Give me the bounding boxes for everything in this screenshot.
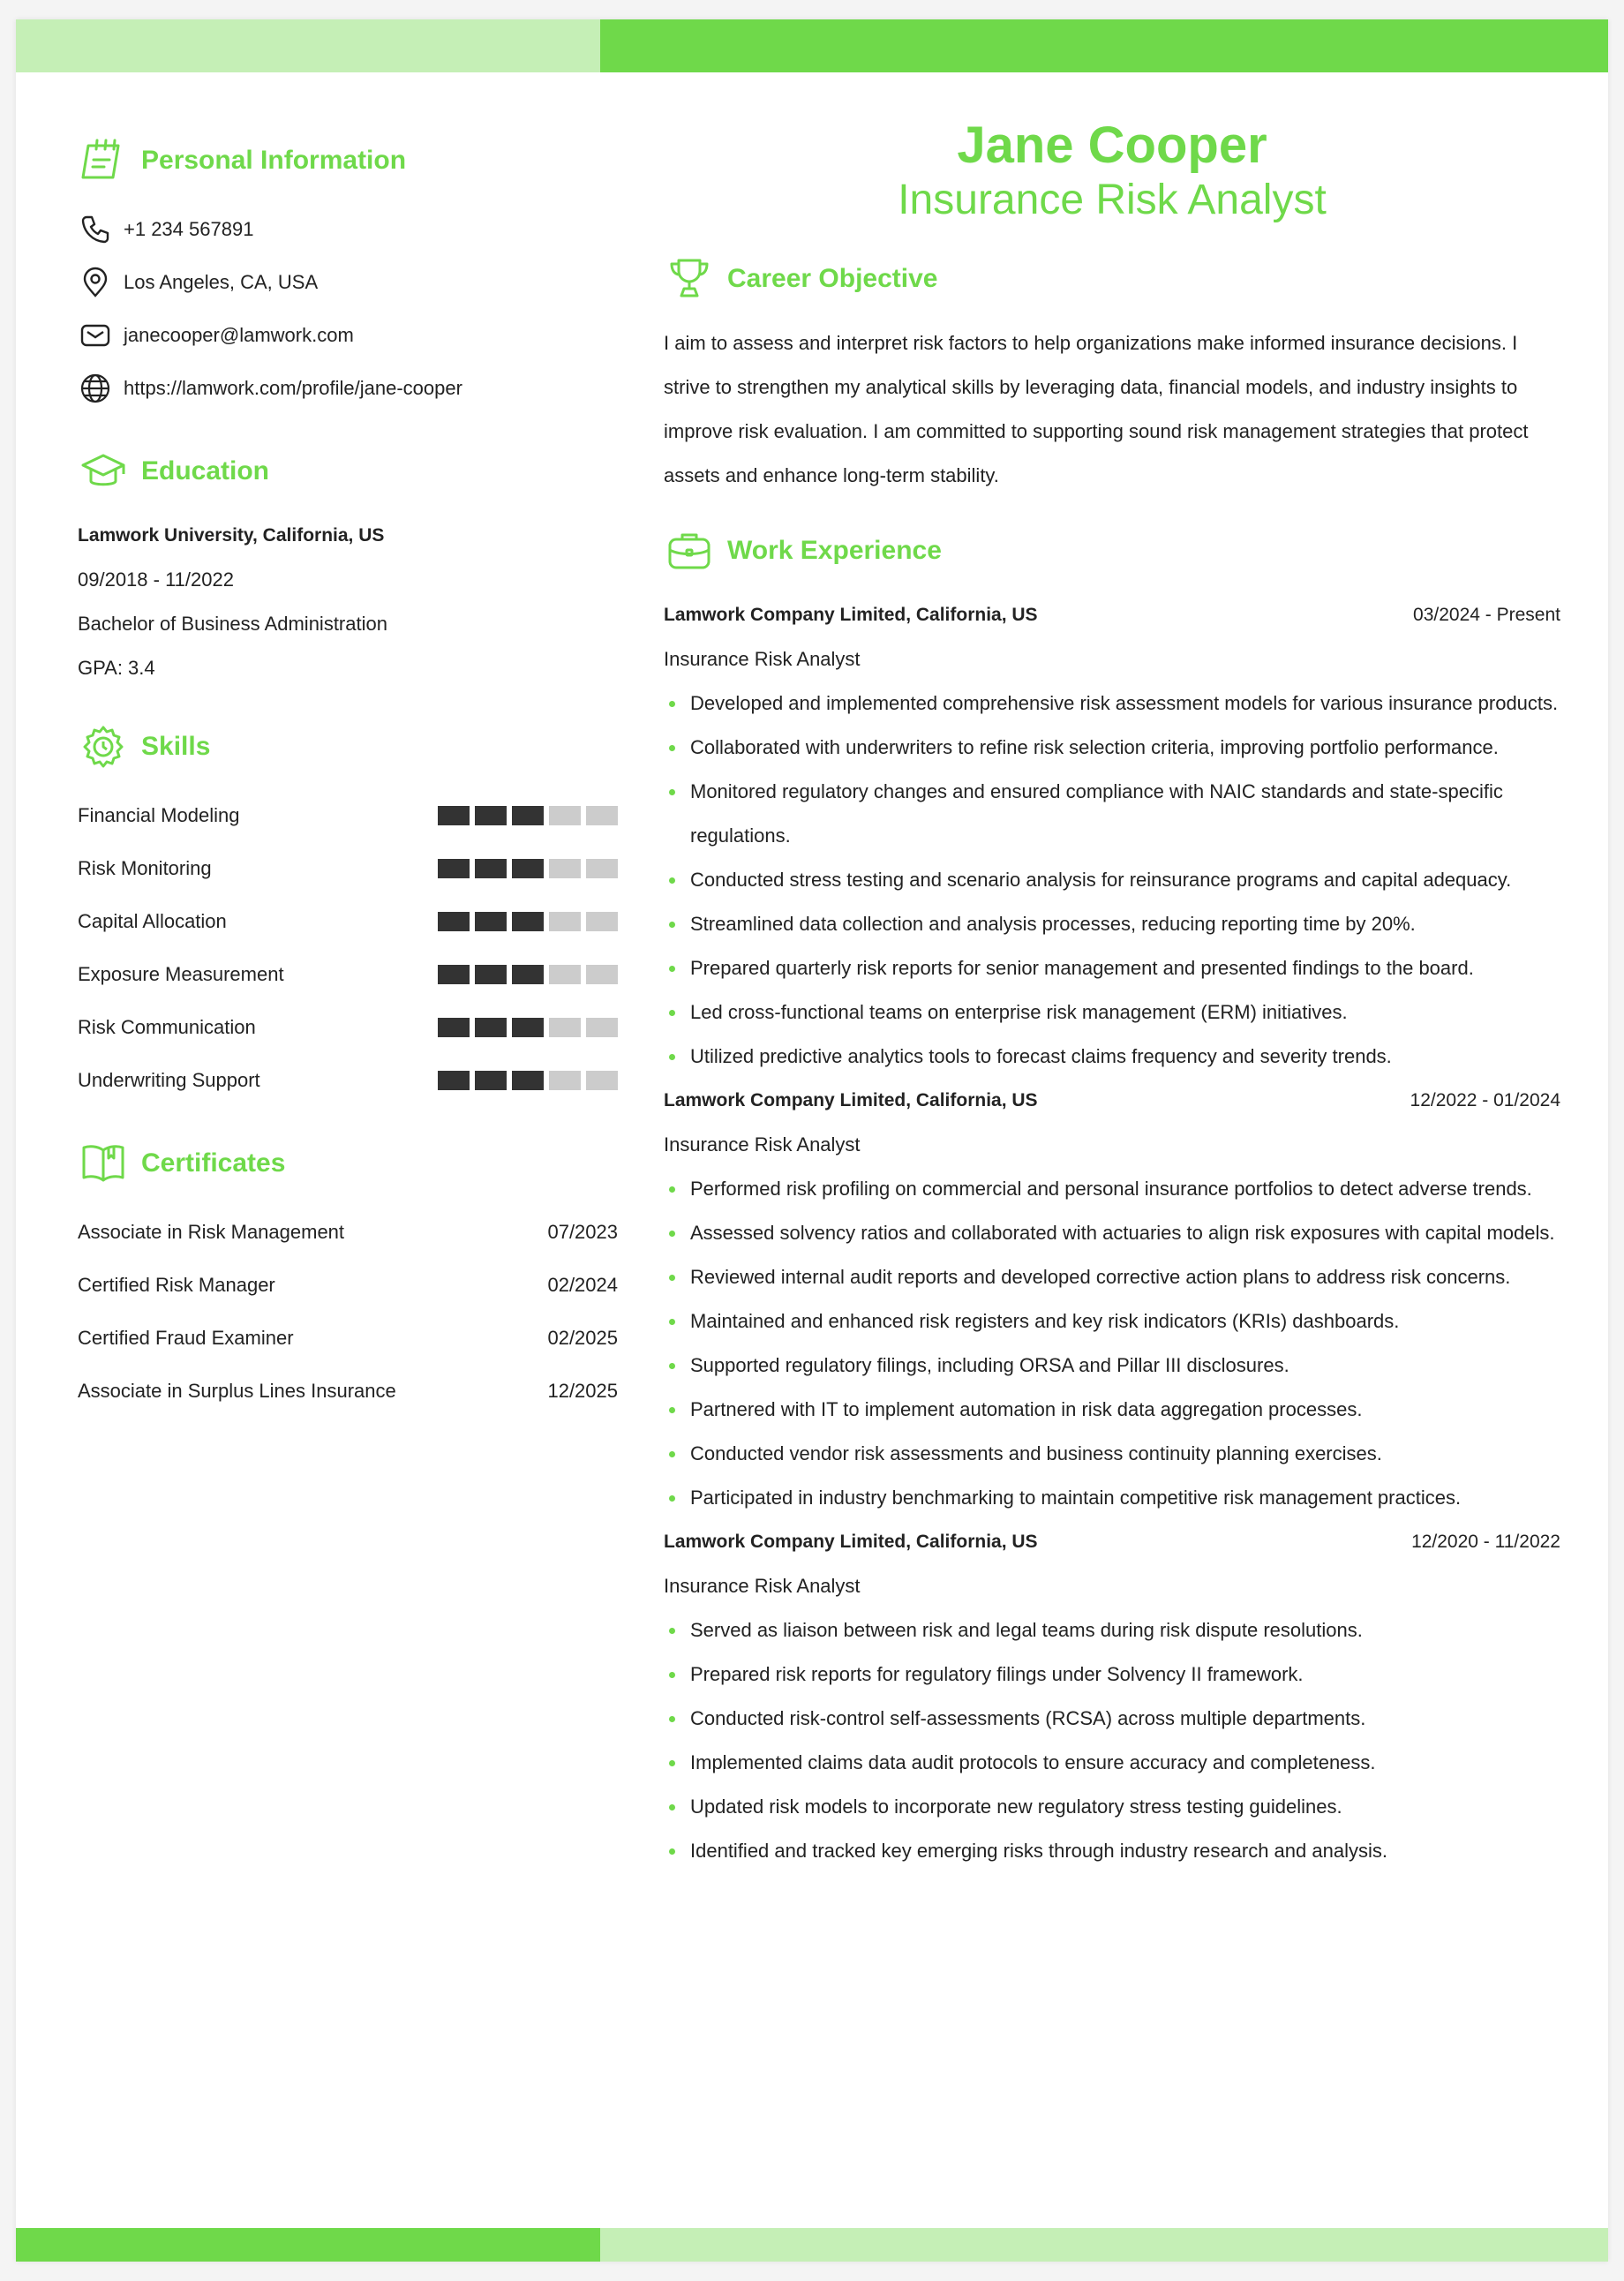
job-dates: 12/2020 - 11/2022 — [1411, 1532, 1560, 1552]
location-pin-icon — [78, 265, 113, 300]
skill-segment-filled — [512, 965, 544, 984]
skill-segment-filled — [438, 912, 470, 931]
skill-segment-empty — [586, 912, 618, 931]
job-bullet: Conducted stress testing and scenario analysis for reinsurance programs and capital adequacy. — [664, 858, 1560, 902]
career-objective-heading — [664, 252, 1560, 305]
personal-info-heading — [78, 134, 618, 187]
certificate-row — [78, 1259, 618, 1312]
phone-row — [78, 203, 618, 256]
job-company: Lamwork Company Limited, California, US — [664, 1532, 1038, 1552]
job-bullet: Utilized predictive analytics tools to forecast claims frequency and severity trends. — [664, 1035, 1560, 1079]
skill-segment-filled — [475, 859, 507, 878]
job-bullet: Streamlined data collection and analysis processes, reducing reporting time by 20%. — [664, 902, 1560, 946]
skill-row — [78, 789, 618, 842]
work-experience-heading — [664, 524, 1560, 577]
skill-segment-filled — [438, 806, 470, 825]
job-entry — [664, 1079, 1560, 1520]
skill-name: Exposure Measurement — [78, 963, 284, 985]
job-company: Lamwork Company Limited, California, US — [664, 1090, 1038, 1110]
skill-segment-filled — [475, 912, 507, 931]
skill-row — [78, 842, 618, 895]
job-bullet: Prepared quarterly risk reports for senior management and presented findings to the board. — [664, 946, 1560, 990]
right-column — [664, 117, 1560, 1873]
job-bullets — [664, 1167, 1560, 1520]
top-band-accent — [600, 19, 1608, 72]
website-row — [78, 362, 618, 415]
job-bullet: Developed and implemented comprehensive risk assessment models for various insurance products. — [664, 681, 1560, 726]
certificate-name: Associate in Surplus Lines Insurance — [78, 1380, 396, 1402]
certificate-date: 02/2025 — [547, 1327, 618, 1349]
skill-name: Financial Modeling — [78, 804, 240, 826]
job-dates: 12/2022 - 01/2024 — [1410, 1090, 1560, 1110]
location-text: Los Angeles, CA, USA — [124, 271, 319, 293]
certificates-list — [78, 1206, 618, 1418]
open-book-icon — [78, 1138, 129, 1189]
job-bullet: Assessed solvency ratios and collaborated with actuaries to align risk exposures with capital models. — [664, 1211, 1560, 1255]
jobs-list — [664, 593, 1560, 1873]
skill-level-bar — [438, 859, 618, 878]
job-entry — [664, 593, 1560, 1079]
skill-segment-empty — [549, 806, 581, 825]
skill-level-bar — [438, 1018, 618, 1037]
education-school: Lamwork University, California, US — [78, 525, 385, 546]
section-title: Personal Information — [141, 146, 407, 175]
bottom-band-accent — [16, 2228, 600, 2262]
skills-heading — [78, 720, 618, 773]
job-role: Insurance Risk Analyst — [664, 1575, 861, 1597]
skill-segment-filled — [475, 965, 507, 984]
skill-level-bar — [438, 912, 618, 931]
skill-level-bar — [438, 1071, 618, 1090]
notepad-icon — [78, 135, 129, 186]
certificate-date: 07/2023 — [547, 1221, 618, 1243]
job-bullet: Monitored regulatory changes and ensured compliance with NAIC standards and state-specific regulations. — [664, 770, 1560, 858]
career-objective-text: I aim to assess and interpret risk factors to help organizations make informed insurance decisions. I strive to strengthen my analytical skills by leveraging data, financial models, and industry insights to improve risk evaluation. I am committed to supporting sound risk management strategies that protect assets and enhance long-term stability. — [664, 332, 1529, 486]
location-row — [78, 256, 618, 309]
top-band-light — [16, 19, 600, 72]
skill-segment-empty — [586, 1018, 618, 1037]
skill-segment-empty — [586, 859, 618, 878]
skill-segment-filled — [438, 965, 470, 984]
skill-segment-empty — [586, 806, 618, 825]
skill-row — [78, 948, 618, 1001]
job-bullet: Prepared risk reports for regulatory filings under Solvency II framework. — [664, 1652, 1560, 1697]
skill-segment-empty — [549, 1071, 581, 1090]
skill-name: Risk Communication — [78, 1016, 256, 1038]
phone-icon — [78, 212, 113, 247]
skill-level-bar — [438, 965, 618, 984]
job-bullet: Supported regulatory filings, including ORSA and Pillar III disclosures. — [664, 1344, 1560, 1388]
job-role: Insurance Risk Analyst — [664, 1133, 861, 1156]
skills-list — [78, 789, 618, 1107]
job-role: Insurance Risk Analyst — [664, 648, 861, 670]
globe-icon — [78, 371, 113, 406]
skill-level-bar — [438, 806, 618, 825]
skill-name: Risk Monitoring — [78, 857, 212, 879]
skill-name: Underwriting Support — [78, 1069, 260, 1091]
gear-clock-icon — [78, 721, 129, 772]
skill-segment-filled — [438, 859, 470, 878]
certificates-heading — [78, 1137, 618, 1190]
education-dates: 09/2018 - 11/2022 — [78, 568, 234, 591]
section-title: Career Objective — [727, 264, 938, 293]
skill-segment-filled — [512, 806, 544, 825]
job-bullets — [664, 1608, 1560, 1873]
job-bullet: Implemented claims data audit protocols to ensure accuracy and completeness. — [664, 1741, 1560, 1785]
certificate-name: Certified Risk Manager — [78, 1274, 275, 1296]
candidate-title: Insurance Risk Analyst — [898, 177, 1327, 223]
left-column — [78, 134, 618, 1418]
skill-segment-filled — [512, 1071, 544, 1090]
section-title: Work Experience — [727, 536, 942, 565]
skill-segment-empty — [549, 1018, 581, 1037]
website-link[interactable]: https://lamwork.com/profile/jane-cooper — [124, 377, 462, 399]
job-bullet: Maintained and enhanced risk registers and key risk indicators (KRIs) dashboards. — [664, 1299, 1560, 1344]
graduation-cap-icon — [78, 446, 129, 497]
job-bullet: Partnered with IT to implement automation in risk data aggregation processes. — [664, 1388, 1560, 1432]
skill-segment-filled — [438, 1071, 470, 1090]
job-bullet: Conducted vendor risk assessments and business continuity planning exercises. — [664, 1432, 1560, 1476]
skill-name: Capital Allocation — [78, 910, 227, 932]
job-entry — [664, 1520, 1560, 1873]
phone-text: +1 234 567891 — [124, 218, 254, 240]
skill-row — [78, 1054, 618, 1107]
skill-segment-empty — [549, 965, 581, 984]
skill-segment-empty — [586, 1071, 618, 1090]
candidate-name: Jane Cooper — [957, 117, 1267, 174]
job-bullet: Collaborated with underwriters to refine risk selection criteria, improving portfolio performance. — [664, 726, 1560, 770]
skill-segment-filled — [512, 912, 544, 931]
certificate-date: 02/2024 — [547, 1274, 618, 1296]
skill-segment-empty — [586, 965, 618, 984]
skill-segment-empty — [549, 859, 581, 878]
section-title: Certificates — [141, 1148, 286, 1178]
skill-segment-empty — [549, 912, 581, 931]
resume-page — [16, 19, 1608, 2262]
email-row — [78, 309, 618, 362]
certificate-row — [78, 1365, 618, 1418]
job-bullet: Conducted risk-control self-assessments (RCSA) across multiple departments. — [664, 1697, 1560, 1741]
job-header — [664, 1079, 1560, 1123]
certificate-name: Associate in Risk Management — [78, 1221, 345, 1243]
job-header — [664, 1520, 1560, 1564]
email-link[interactable]: janecooper@lamwork.com — [124, 324, 354, 346]
job-bullet: Updated risk models to incorporate new regulatory stress testing guidelines. — [664, 1785, 1560, 1829]
job-bullets — [664, 681, 1560, 1079]
certificate-row — [78, 1312, 618, 1365]
section-title: Education — [141, 456, 270, 486]
skill-row — [78, 1001, 618, 1054]
education-heading — [78, 445, 618, 498]
briefcase-icon — [664, 525, 715, 576]
job-bullet: Served as liaison between risk and legal teams during risk dispute resolutions. — [664, 1608, 1560, 1652]
certificate-name: Certified Fraud Examiner — [78, 1327, 294, 1349]
job-bullet: Participated in industry benchmarking to maintain competitive risk management practices. — [664, 1476, 1560, 1520]
job-header — [664, 593, 1560, 637]
bottom-band-light — [600, 2228, 1608, 2262]
education-gpa: GPA: 3.4 — [78, 657, 155, 679]
job-bullet: Reviewed internal audit reports and developed corrective action plans to address risk concerns. — [664, 1255, 1560, 1299]
skill-segment-filled — [475, 1071, 507, 1090]
skill-segment-filled — [475, 806, 507, 825]
mail-icon — [78, 318, 113, 353]
certificate-row — [78, 1206, 618, 1259]
skill-segment-filled — [512, 1018, 544, 1037]
job-bullet: Identified and tracked key emerging risks through industry research and analysis. — [664, 1829, 1560, 1873]
trophy-icon — [664, 253, 715, 305]
job-dates: 03/2024 - Present — [1413, 605, 1560, 625]
job-company: Lamwork Company Limited, California, US — [664, 605, 1038, 625]
skill-segment-filled — [438, 1018, 470, 1037]
skill-segment-filled — [475, 1018, 507, 1037]
education-degree: Bachelor of Business Administration — [78, 613, 387, 635]
job-bullet: Led cross-functional teams on enterprise risk management (ERM) initiatives. — [664, 990, 1560, 1035]
job-bullet: Performed risk profiling on commercial and personal insurance portfolios to detect adverse trends. — [664, 1167, 1560, 1211]
skill-segment-filled — [512, 859, 544, 878]
skill-row — [78, 895, 618, 948]
section-title: Skills — [141, 732, 211, 761]
certificate-date: 12/2025 — [547, 1380, 618, 1402]
